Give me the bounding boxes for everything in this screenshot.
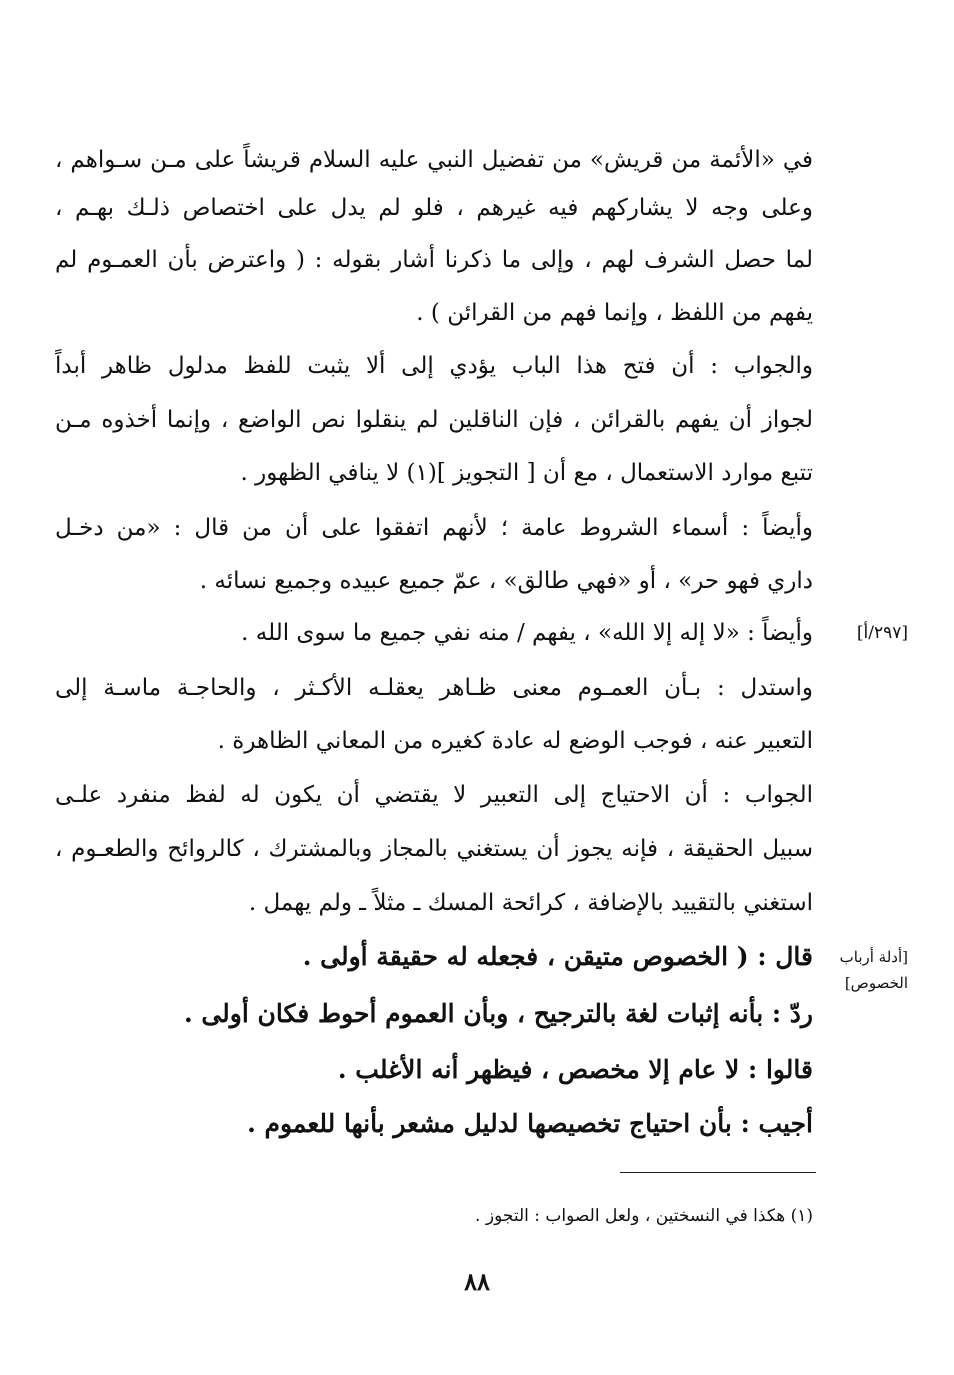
text-line: داري فهو حر» ، أو «فهي طالق» ، عمّ جميع عبيده وجميع نسائه . [199, 568, 813, 594]
matn-line: قالوا : لا عام إلا مخصص ، فيظهر أنه الأغلب . [337, 1055, 813, 1084]
text-line: لجواز أن يفهم بالقرائن ، فإن الناقلين لم ينقلوا نص الواضع ، وإنما أخذوه مـن [55, 407, 813, 433]
folio-marker: [٢٩٧/أ] [856, 623, 908, 643]
text-line: يفهم من اللفظ ، وإنما فهم من القرائن ) . [416, 300, 813, 326]
text-line: سبيل الحقيقة ، فإنه يجوز أن يستغني بالمجاز وبالمشترك ، كالروائح والطعـوم ، [55, 836, 813, 862]
footnote-rule [620, 1172, 816, 1173]
matn-line: قال : ( الخصوص متيقن ، فجعله له حقيقة أولى . [302, 942, 813, 971]
text-line: وعلى وجه لا يشاركهم فيه غيرهم ، فلو لم يدل على اختصاص ذلـك بهـم ، [55, 195, 813, 221]
text-line: التعبير عنه ، فوجب الوضع له عادة كغيره من المعاني الظاهرة . [217, 728, 813, 754]
matn-line: ردّ : بأنه إثبات لغة بالترجيح ، وبأن العموم أحوط فكان أولى . [183, 999, 813, 1028]
text-line: والجواب : أن فتح هذا الباب يؤدي إلى ألا يثبت للفظ مدلول ظاهر أبداً [55, 353, 813, 379]
footnote: (١) هكذا في النسختين ، ولعل الصواب : التجوز . [475, 1206, 813, 1226]
text-line: لما حصل الشرف لهم ، وإلى ما ذكرنا أشار بقوله : ( واعترض بأن العمـوم لم [55, 247, 813, 273]
page-number: ٨٨ [464, 1267, 490, 1296]
margin-section-heading: [أدلة أرباب الخصوص] [839, 948, 908, 992]
text-line: واستدل : بـأن العمـوم معنى ظـاهر يعقلـه الأكـثر ، والحاجـة ماسـة إلى [55, 675, 813, 701]
text-line: وأيضاً : «لا إله إلا الله» ، يفهم / منه نفي جميع ما سوى الله . [241, 620, 813, 646]
text-line: استغني بالتقييد بالإضافة ، كرائحة المسك ـ مثلاً ـ ولم يهمل . [248, 890, 813, 916]
text-line: تتبع موارد الاستعمال ، مع أن [ التجويز ](١) لا ينافي الظهور . [240, 460, 813, 486]
text-line: في «الأئمة من قريش» من تفضيل النبي عليه السلام قريشاً على مـن سـواهم ، [55, 147, 813, 173]
text-line: الجواب : أن الاحتياج إلى التعبير لا يقتضي أن يكون له لفظ منفرد علـى [55, 782, 813, 808]
text-line: وأيضاً : أسماء الشروط عامة ؛ لأنهم اتفقوا على أن من قال : «من دخـل [55, 515, 813, 541]
matn-line: أجيب : بأن احتياج تخصيصها لدليل مشعر بأنها للعموم . [247, 1109, 813, 1138]
